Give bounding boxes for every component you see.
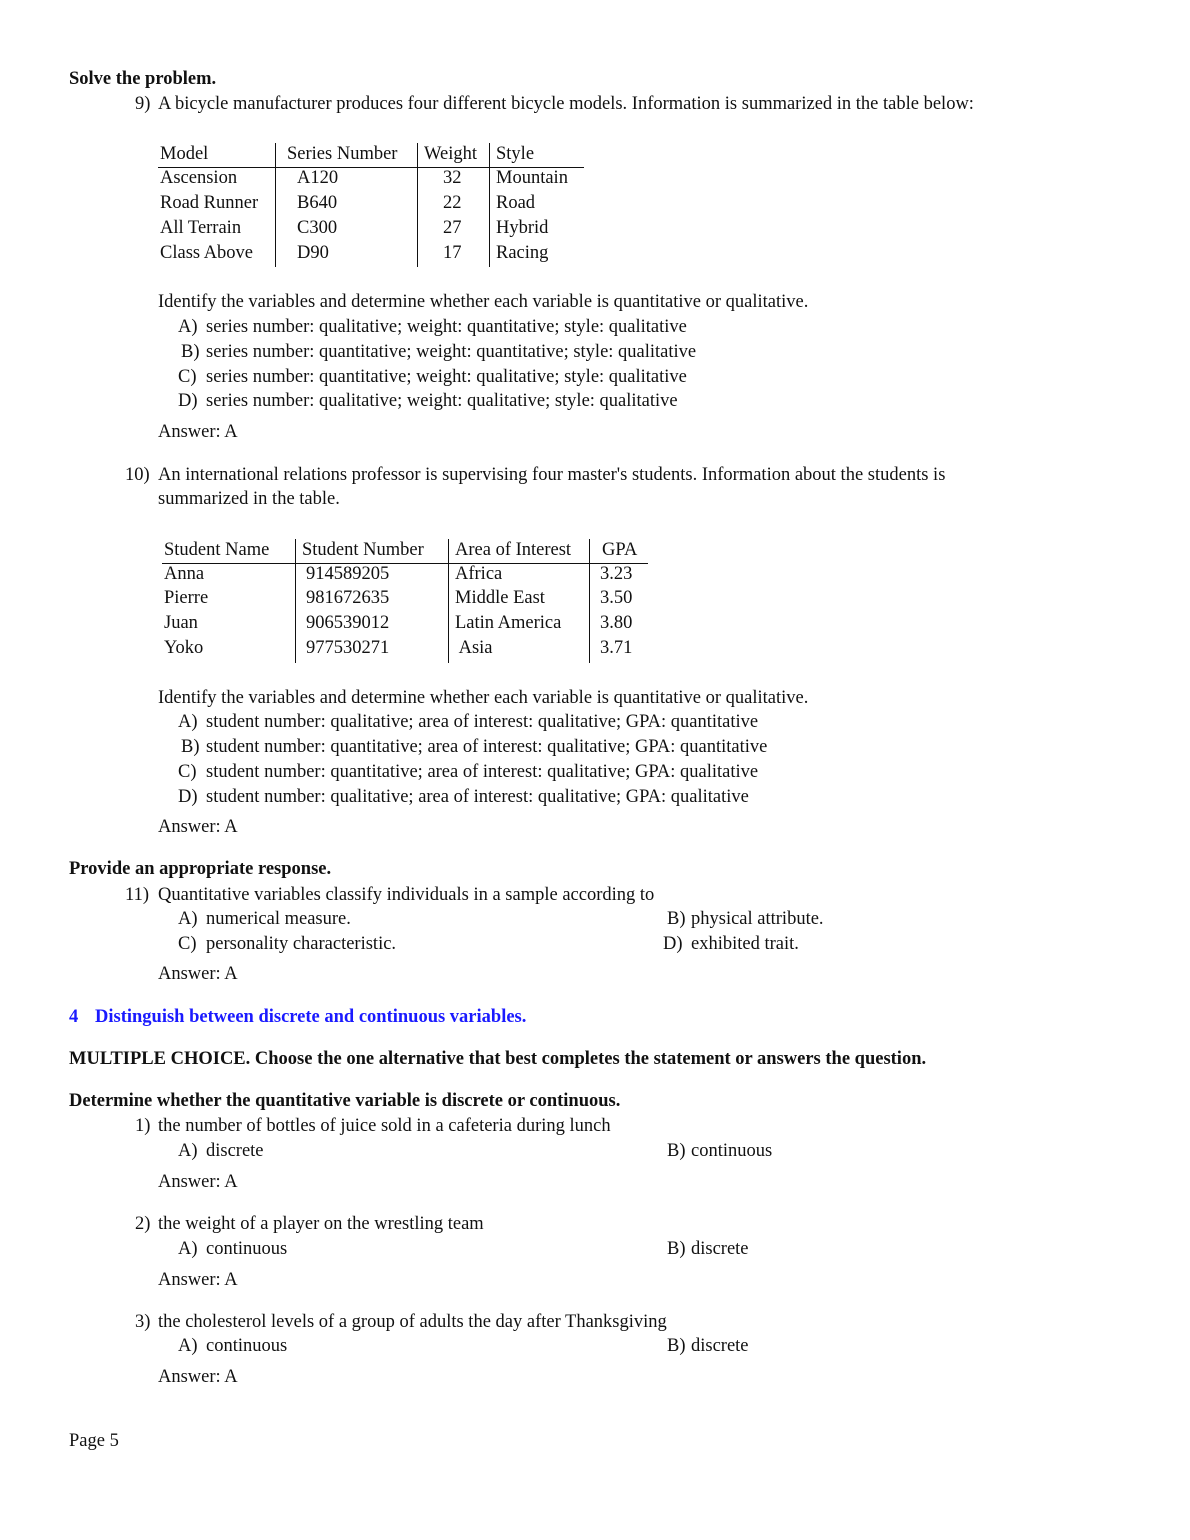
- option-letter: B): [667, 1141, 686, 1161]
- option-text: student number: qualitative; area of interest: qualitative; GPA: qualitative: [206, 787, 749, 807]
- table-cell: Juan: [164, 613, 198, 633]
- question-text: summarized in the table.: [158, 489, 340, 509]
- question-prompt: Identify the variables and determine whether each variable is quantitative or qualitative.: [158, 688, 809, 708]
- answer-line: Answer: A: [158, 1367, 238, 1387]
- objective-title: Distinguish between discrete and continuous variables.: [95, 1007, 527, 1027]
- option-text: numerical measure.: [206, 909, 351, 929]
- option-letter: A): [178, 317, 198, 337]
- table-cell: D90: [297, 243, 329, 263]
- objective-number: 4: [69, 1007, 79, 1027]
- table-cell: 914589205: [306, 564, 390, 584]
- option-letter: C): [178, 762, 197, 782]
- option-letter: A): [178, 1239, 198, 1259]
- table-divider: [295, 539, 296, 663]
- table-cell: Latin America: [455, 613, 562, 633]
- table-cell: Anna: [164, 564, 205, 584]
- table-header: Series Number: [287, 144, 398, 164]
- table-cell: B640: [297, 193, 338, 213]
- section-heading-discrete: Determine whether the quantitative variable is discrete or continuous.: [69, 1091, 621, 1111]
- option-letter: A): [178, 909, 198, 929]
- table-divider: [448, 539, 449, 663]
- table-cell: 3.80: [600, 613, 633, 633]
- option-letter: D): [178, 787, 198, 807]
- question-number: 10): [125, 465, 150, 485]
- option-text: continuous: [206, 1239, 288, 1259]
- table-cell: Road: [496, 193, 536, 213]
- option-text: continuous: [206, 1336, 288, 1356]
- table-cell: All Terrain: [160, 218, 242, 238]
- table-cell: C300: [297, 218, 338, 238]
- option-text: exhibited trait.: [691, 934, 799, 954]
- mc-instructions: MULTIPLE CHOICE. Choose the one alternative that best completes the statement or answers the question.: [69, 1049, 927, 1069]
- table-cell: Pierre: [164, 588, 209, 608]
- table-cell: 32: [443, 168, 462, 188]
- option-letter: C): [178, 934, 197, 954]
- option-letter: B): [181, 737, 200, 757]
- table-header: Weight: [424, 144, 477, 164]
- answer-line: Answer: A: [158, 964, 238, 984]
- table-header: Student Number: [302, 540, 424, 560]
- option-letter: A): [178, 1336, 198, 1356]
- table-cell: Class Above: [160, 243, 254, 263]
- table-cell: 977530271: [306, 638, 390, 658]
- option-text: continuous: [691, 1141, 773, 1161]
- table-cell: Hybrid: [496, 218, 549, 238]
- answer-line: Answer: A: [158, 817, 238, 837]
- table-cell: 27: [443, 218, 462, 238]
- option-text: student number: qualitative; area of interest: qualitative; GPA: quantitative: [206, 712, 759, 732]
- table-cell: 3.50: [600, 588, 633, 608]
- option-text: series number: qualitative; weight: qualitative; style: qualitative: [206, 391, 678, 411]
- table-cell: Asia: [455, 638, 493, 658]
- option-text: personality characteristic.: [206, 934, 397, 954]
- table-divider: [275, 143, 276, 267]
- option-text: discrete: [691, 1239, 749, 1259]
- question-number: 11): [125, 885, 149, 905]
- table-cell: 17: [443, 243, 462, 263]
- table-cell: 3.23: [600, 564, 633, 584]
- question-text: A bicycle manufacturer produces four different bicycle models. Information is summarized in the table below:: [158, 94, 974, 114]
- question-text: the number of bottles of juice sold in a cafeteria during lunch: [158, 1116, 611, 1136]
- table-cell: 22: [443, 193, 462, 213]
- table-cell: 981672635: [306, 588, 390, 608]
- table-header: Style: [496, 144, 535, 164]
- option-text: discrete: [206, 1141, 264, 1161]
- table-cell: Yoko: [164, 638, 204, 658]
- table-divider: [589, 539, 590, 663]
- option-letter: C): [178, 367, 197, 387]
- table-cell: Road Runner: [160, 193, 259, 213]
- table-cell: A120: [297, 168, 339, 188]
- section-heading-respond: Provide an appropriate response.: [69, 859, 332, 879]
- question-number: 3): [135, 1312, 151, 1332]
- question-prompt: Identify the variables and determine whether each variable is quantitative or qualitative.: [158, 292, 809, 312]
- page-number: Page 5: [69, 1431, 119, 1451]
- question-text: An international relations professor is supervising four master's students. Information about the students is: [158, 465, 946, 485]
- table-header: Student Name: [164, 540, 270, 560]
- option-letter: B): [667, 1239, 686, 1259]
- option-letter: A): [178, 1141, 198, 1161]
- table-cell: Racing: [496, 243, 549, 263]
- answer-line: Answer: A: [158, 1270, 238, 1290]
- option-text: student number: quantitative; area of interest: qualitative; GPA: qualitative: [206, 762, 759, 782]
- section-heading-solve: Solve the problem.: [69, 69, 217, 89]
- table-header: Area of Interest: [455, 540, 572, 560]
- table-cell: Ascension: [160, 168, 238, 188]
- option-text: series number: quantitative; weight: qualitative; style: qualitative: [206, 367, 687, 387]
- question-number: 9): [135, 94, 151, 114]
- table-header-rule: [162, 563, 648, 564]
- question-text: Quantitative variables classify individuals in a sample according to: [158, 885, 655, 905]
- question-number: 2): [135, 1214, 151, 1234]
- option-text: physical attribute.: [691, 909, 824, 929]
- question-number: 1): [135, 1116, 151, 1136]
- table-cell: 906539012: [306, 613, 390, 633]
- table-cell: Africa: [455, 564, 503, 584]
- table-divider: [417, 143, 418, 267]
- table-cell: 3.71: [600, 638, 633, 658]
- table-header: GPA: [602, 540, 638, 560]
- answer-line: Answer: A: [158, 422, 238, 442]
- option-letter: B): [667, 909, 686, 929]
- question-text: the cholesterol levels of a group of adults the day after Thanksgiving: [158, 1312, 667, 1332]
- option-letter: B): [181, 342, 200, 362]
- table-divider: [489, 143, 490, 267]
- option-letter: D): [663, 934, 683, 954]
- option-letter: A): [178, 712, 198, 732]
- option-text: student number: quantitative; area of interest: qualitative; GPA: quantitative: [206, 737, 768, 757]
- option-letter: D): [178, 391, 198, 411]
- option-text: discrete: [691, 1336, 749, 1356]
- table-header: Model: [160, 144, 209, 164]
- option-text: series number: qualitative; weight: quantitative; style: qualitative: [206, 317, 687, 337]
- table-cell: Mountain: [496, 168, 568, 188]
- question-text: the weight of a player on the wrestling team: [158, 1214, 484, 1234]
- table-cell: Middle East: [455, 588, 545, 608]
- answer-line: Answer: A: [158, 1172, 238, 1192]
- option-text: series number: quantitative; weight: quantitative; style: qualitative: [206, 342, 697, 362]
- option-letter: B): [667, 1336, 686, 1356]
